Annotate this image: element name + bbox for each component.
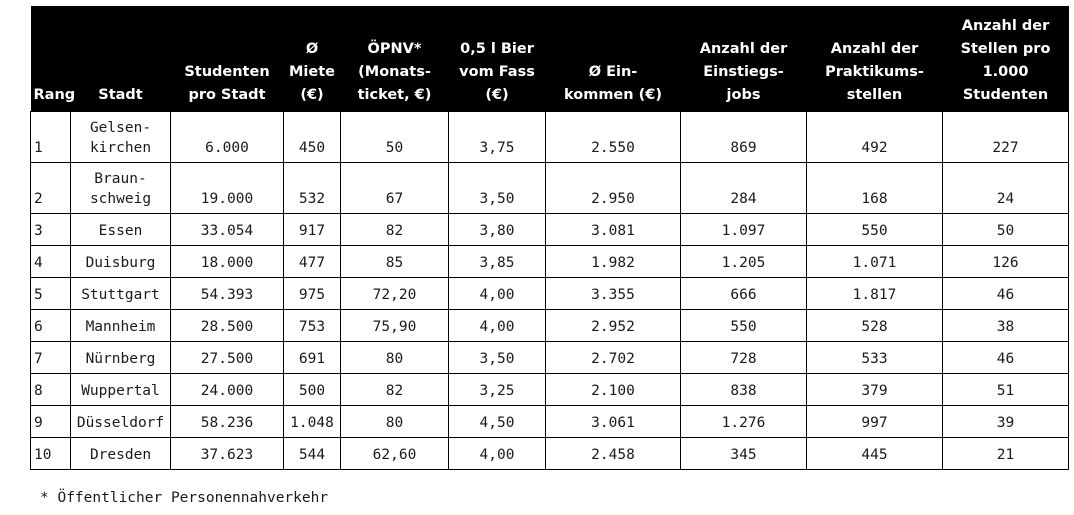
cell-rang: 4 (31, 245, 71, 277)
cell-studenten: 28.500 (171, 309, 284, 341)
table-row (31, 213, 1069, 245)
cell-oepnv: 82 (341, 373, 449, 405)
cell-einstiegsjobs: 1.097 (681, 213, 807, 245)
cell-bier: 4,00 (449, 437, 546, 469)
cell-stellen-pro-1000: 46 (943, 277, 1069, 309)
table-row (31, 277, 1069, 309)
table-row (31, 245, 1069, 277)
column-header-stadt: Stadt (71, 6, 171, 111)
column-header-praktikumsstellen: Anzahl der Praktikums- stellen (807, 6, 943, 111)
cell-oepnv: 80 (341, 405, 449, 437)
cell-rang: 2 (31, 162, 71, 213)
cell-stellen-pro-1000: 21 (943, 437, 1069, 469)
cell-bier: 3,50 (449, 162, 546, 213)
cell-praktikumsstellen: 997 (807, 405, 943, 437)
cell-miete: 1.048 (284, 405, 341, 437)
cell-einstiegsjobs: 869 (681, 111, 807, 162)
cell-praktikumsstellen: 528 (807, 309, 943, 341)
cell-einkommen: 3.081 (546, 213, 681, 245)
cell-bier: 3,75 (449, 111, 546, 162)
city-ranking-table-container (30, 6, 1068, 470)
cell-stadt: Dresden (71, 437, 171, 469)
cell-stellen-pro-1000: 126 (943, 245, 1069, 277)
cell-stellen-pro-1000: 46 (943, 341, 1069, 373)
cell-praktikumsstellen: 492 (807, 111, 943, 162)
cell-stadt: Mannheim (71, 309, 171, 341)
column-header-studenten: Studenten pro Stadt (171, 6, 284, 111)
cell-bier: 3,80 (449, 213, 546, 245)
cell-einstiegsjobs: 1.276 (681, 405, 807, 437)
cell-rang: 3 (31, 213, 71, 245)
table-row (31, 405, 1069, 437)
cell-rang: 7 (31, 341, 71, 373)
cell-stellen-pro-1000: 39 (943, 405, 1069, 437)
cell-stellen-pro-1000: 50 (943, 213, 1069, 245)
table-row (31, 162, 1069, 213)
cell-miete: 917 (284, 213, 341, 245)
cell-praktikumsstellen: 379 (807, 373, 943, 405)
cell-stadt: Stuttgart (71, 277, 171, 309)
cell-stellen-pro-1000: 227 (943, 111, 1069, 162)
cell-oepnv: 75,90 (341, 309, 449, 341)
column-header-rang: Rang (31, 6, 71, 111)
cell-einstiegsjobs: 728 (681, 341, 807, 373)
cell-studenten: 33.054 (171, 213, 284, 245)
column-header-oepnv: ÖPNV* (Monats- ticket, €) (341, 6, 449, 111)
cell-einstiegsjobs: 284 (681, 162, 807, 213)
cell-bier: 3,25 (449, 373, 546, 405)
cell-bier: 4,50 (449, 405, 546, 437)
table-row (31, 309, 1069, 341)
cell-oepnv: 82 (341, 213, 449, 245)
cell-oepnv: 62,60 (341, 437, 449, 469)
cell-rang: 5 (31, 277, 71, 309)
cell-studenten: 24.000 (171, 373, 284, 405)
cell-einkommen: 2.100 (546, 373, 681, 405)
cell-oepnv: 67 (341, 162, 449, 213)
cell-oepnv: 80 (341, 341, 449, 373)
cell-einkommen: 2.702 (546, 341, 681, 373)
cell-bier: 4,00 (449, 309, 546, 341)
cell-einkommen: 3.061 (546, 405, 681, 437)
cell-bier: 3,85 (449, 245, 546, 277)
cell-miete: 500 (284, 373, 341, 405)
cell-praktikumsstellen: 550 (807, 213, 943, 245)
cell-miete: 753 (284, 309, 341, 341)
table-body (31, 111, 1069, 469)
cell-stellen-pro-1000: 51 (943, 373, 1069, 405)
column-header-einstiegsjobs: Anzahl der Einstiegs- jobs (681, 6, 807, 111)
footnote: * Öffentlicher Personennahverkehr (40, 490, 329, 506)
cell-einstiegsjobs: 345 (681, 437, 807, 469)
cell-studenten: 37.623 (171, 437, 284, 469)
cell-stadt: Essen (71, 213, 171, 245)
table-row (31, 437, 1069, 469)
cell-stellen-pro-1000: 24 (943, 162, 1069, 213)
cell-stadt: Braun- schweig (71, 162, 171, 213)
cell-studenten: 18.000 (171, 245, 284, 277)
cell-einkommen: 2.550 (546, 111, 681, 162)
table-row (31, 341, 1069, 373)
cell-stellen-pro-1000: 38 (943, 309, 1069, 341)
cell-oepnv: 85 (341, 245, 449, 277)
column-header-stellen-pro-1000: Anzahl der Stellen pro 1.000 Studenten (943, 6, 1069, 111)
cell-rang: 9 (31, 405, 71, 437)
cell-rang: 1 (31, 111, 71, 162)
cell-einkommen: 3.355 (546, 277, 681, 309)
city-ranking-table (30, 6, 1069, 470)
column-header-bier: 0,5 l Bier vom Fass (€) (449, 6, 546, 111)
cell-oepnv: 72,20 (341, 277, 449, 309)
cell-rang: 6 (31, 309, 71, 341)
cell-stadt: Düsseldorf (71, 405, 171, 437)
cell-miete: 691 (284, 341, 341, 373)
cell-einkommen: 2.458 (546, 437, 681, 469)
cell-studenten: 27.500 (171, 341, 284, 373)
cell-praktikumsstellen: 445 (807, 437, 943, 469)
cell-miete: 477 (284, 245, 341, 277)
cell-praktikumsstellen: 1.071 (807, 245, 943, 277)
cell-einstiegsjobs: 838 (681, 373, 807, 405)
cell-einkommen: 2.952 (546, 309, 681, 341)
cell-praktikumsstellen: 1.817 (807, 277, 943, 309)
cell-einstiegsjobs: 1.205 (681, 245, 807, 277)
column-header-einkommen: Ø Ein- kommen (€) (546, 6, 681, 111)
cell-stadt: Wuppertal (71, 373, 171, 405)
cell-miete: 544 (284, 437, 341, 469)
cell-miete: 450 (284, 111, 341, 162)
cell-einstiegsjobs: 666 (681, 277, 807, 309)
cell-oepnv: 50 (341, 111, 449, 162)
cell-praktikumsstellen: 533 (807, 341, 943, 373)
cell-stadt: Gelsen- kirchen (71, 111, 171, 162)
cell-rang: 8 (31, 373, 71, 405)
cell-praktikumsstellen: 168 (807, 162, 943, 213)
table-row (31, 111, 1069, 162)
cell-studenten: 19.000 (171, 162, 284, 213)
cell-bier: 4,00 (449, 277, 546, 309)
cell-studenten: 54.393 (171, 277, 284, 309)
column-header-miete: Ø Miete (€) (284, 6, 341, 111)
cell-bier: 3,50 (449, 341, 546, 373)
table-row (31, 373, 1069, 405)
cell-rang: 10 (31, 437, 71, 469)
cell-studenten: 6.000 (171, 111, 284, 162)
cell-einkommen: 2.950 (546, 162, 681, 213)
cell-stadt: Nürnberg (71, 341, 171, 373)
table-header-row (31, 6, 1069, 111)
cell-einstiegsjobs: 550 (681, 309, 807, 341)
cell-studenten: 58.236 (171, 405, 284, 437)
cell-einkommen: 1.982 (546, 245, 681, 277)
cell-miete: 975 (284, 277, 341, 309)
cell-miete: 532 (284, 162, 341, 213)
cell-stadt: Duisburg (71, 245, 171, 277)
